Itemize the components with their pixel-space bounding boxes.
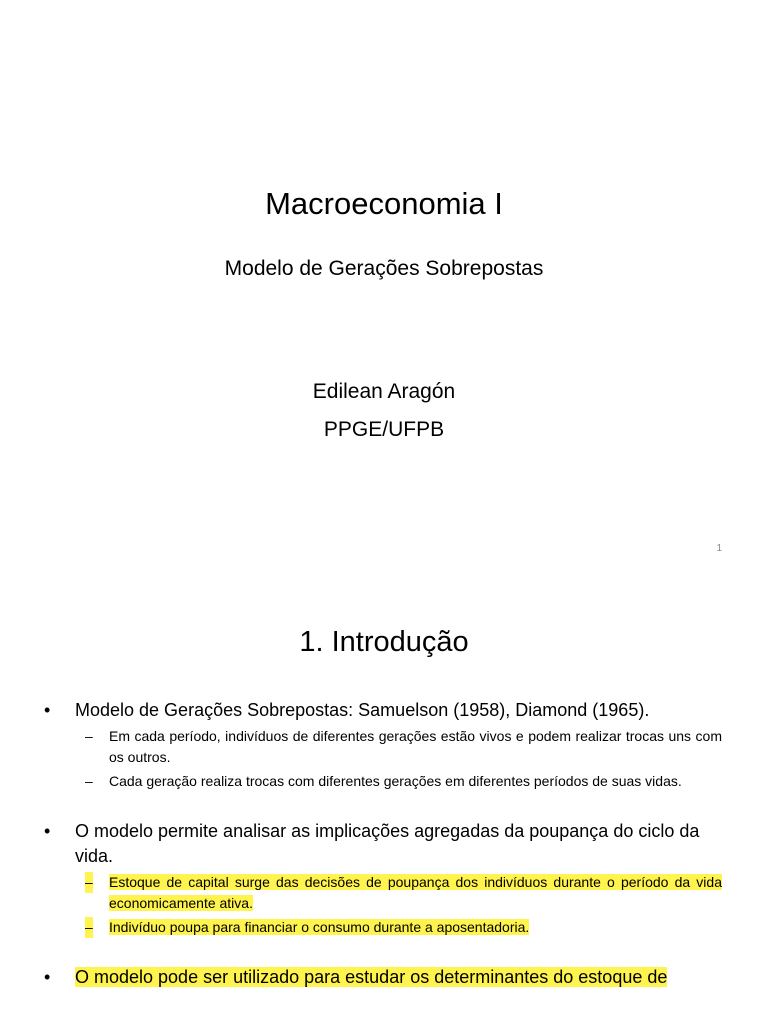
sub-bullet-item [75,726,722,768]
sub-bullet-text: Em cada período, indivíduos de diferentes gerações estão vivos e podem realizar trocas uns com os outros. [109,728,722,765]
dash-icon: – [85,773,93,789]
sub-bullet-item-highlighted [75,872,722,914]
author-affiliation: PPGE/UFPB [323,418,445,441]
section-title: 1. Introdução [299,626,469,658]
dash-icon: – [85,728,93,744]
sub-bullet-text: Estoque de capital surge das decisões de poupança dos indivíduos durante o período da vida economicamente ativa. [109,874,722,911]
slide-2 [0,576,768,1024]
dash-icon: – [85,917,93,938]
bullet-item [44,698,722,723]
sub-bullet-text: Cada geração realiza trocas com diferentes gerações em diferentes períodos de suas vidas. [109,773,682,789]
bullet-icon: • [44,821,51,841]
slide-title: Macroeconomia I [265,186,503,221]
bullet-text: O modelo pode ser utilizado para estudar os determinantes do estoque de [75,967,668,987]
bullet-list [44,698,722,990]
sub-bullet-item [75,771,722,792]
author-block [0,373,768,449]
dash-icon: – [85,872,93,893]
slide-subtitle: Modelo de Gerações Sobrepostas [224,257,544,280]
sub-bullet-item-highlighted [75,917,722,938]
bullet-icon: • [44,700,51,720]
bullet-item [44,819,722,869]
bullet-text: Modelo de Gerações Sobrepostas: Samuelson (1958), Diamond (1965). [75,700,650,720]
bullet-item [44,965,722,990]
author-name: Edilean Aragón [312,380,456,403]
bullet-icon: • [44,967,51,987]
page-number: 1 [716,543,722,554]
bullet-text: O modelo permite analisar as implicações agregadas da poupança do ciclo da vida. [75,821,700,866]
sub-bullet-text: Indivíduo poupa para financiar o consumo durante a aposentadoria. [109,919,530,935]
